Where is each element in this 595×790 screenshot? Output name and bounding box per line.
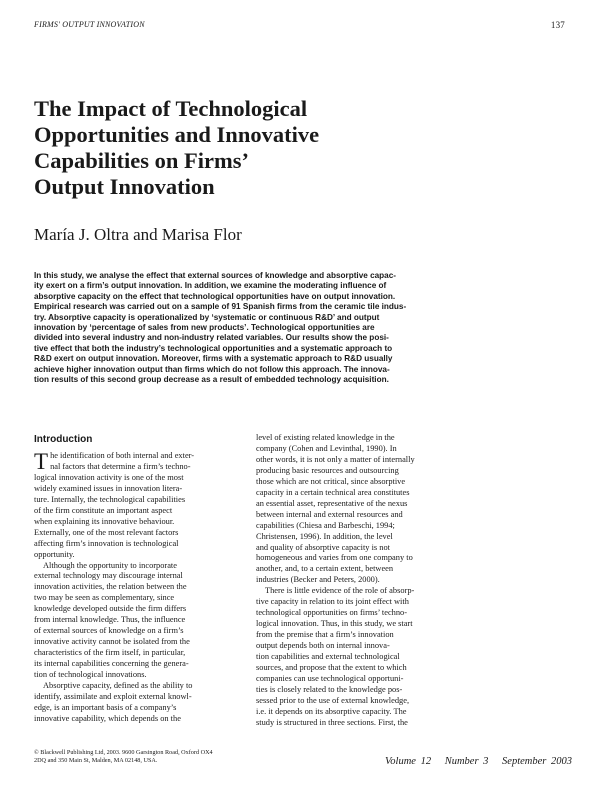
body-line: Christensen, 1996). In addition, the level <box>256 531 393 541</box>
body-line: tion capabilities and external technological <box>256 652 400 662</box>
body-line: companies can use technological opportuni- <box>256 673 404 683</box>
body-line: an essential asset, representative of the nexus <box>256 498 408 508</box>
page-number: 137 <box>550 20 565 30</box>
body-line: producing basic resources and outsourcing <box>256 465 399 475</box>
body-line: Absorptive capacity, defined as the ability to <box>43 681 193 691</box>
body-line: from the premise that a firm’s innovation <box>256 630 394 640</box>
body-line: external technology may discourage internal <box>34 571 183 581</box>
body-line: Externally, one of the most relevant factors <box>34 527 179 537</box>
body-line: level of existing related knowledge in the <box>256 433 395 442</box>
abstract-line: divided into several industry and non-industry related variables. Our results show the posi- <box>34 333 389 343</box>
body-line: another, and, to a certain extent, between <box>256 564 394 574</box>
abstract-line: Empirical research was carried out on a sample of 91 Spanish firms from the ceramic tile indus- <box>34 302 407 312</box>
abstract-line: innovation by ‘percentage of sales from new products’. Technological opportunities are <box>34 323 375 333</box>
copyright-notice <box>34 749 213 765</box>
running-head-title: FIRMS' OUTPUT INNOVATION <box>34 20 145 29</box>
body-line: tive capacity in relation to its joint effect with <box>256 597 409 607</box>
body-line: capabilities (Chiesa and Barbeschi, 1994; <box>256 520 395 530</box>
body-line: when explaining its innovative behaviour. <box>34 516 175 526</box>
body-line: of the firm constitute an important aspect <box>34 505 173 515</box>
body-line: nal factors that determine a firm’s techno- <box>50 461 191 471</box>
body-line: from internal knowledge. Thus, the influence <box>34 615 186 625</box>
body-line: identify, assimilate and exploit external knowl- <box>34 691 192 701</box>
body-line: and quality of absorptive capacity is not <box>256 542 390 552</box>
authors: María J. Oltra and Marisa Flor <box>34 225 242 244</box>
body-line: logical innovation. Thus, in this study, we start <box>256 619 413 629</box>
body-line: of external sources of knowledge on a firm’s <box>34 626 184 636</box>
body-line: ture. Internally, the technological capabilities <box>34 494 186 504</box>
body-line: Although the opportunity to incorporate <box>43 560 177 570</box>
abstract-line: try. Absorptive capacity is operationalized by ‘systematic or continuous R&D’ and output <box>34 312 380 322</box>
body-line: characteristics of the firm itself, in particular, <box>34 648 186 658</box>
issue-info <box>376 756 572 767</box>
body-line: affecting firm’s innovation is technological <box>34 538 179 548</box>
body-line: There is little evidence of the role of absorp- <box>265 586 415 596</box>
right-column <box>256 433 490 729</box>
body-line: sources, and propose that the extent to which <box>256 663 407 673</box>
abstract-line: achieve higher innovation output than firms which do not follow this approach. The innova- <box>34 364 390 374</box>
body-line: innovative capability, which depends on the <box>34 713 181 723</box>
title-line: Opportunities and Innovative <box>34 122 320 147</box>
body-line: tion of technological innovations. <box>34 670 147 680</box>
body-line: other words, it is not only a matter of internally <box>256 454 415 464</box>
abstract-line: ity exert on a firm’s output innovation. In addition, we examine the moderating influence of <box>34 281 387 291</box>
body-line: study is structured in three sections. First, the <box>256 717 408 727</box>
body-line: capacity in a certain technical area constitutes <box>256 487 410 497</box>
title-line: Output Innovation <box>34 174 215 199</box>
body-line: knowledge developed outside the firm differs <box>34 604 187 614</box>
abstract <box>34 271 558 385</box>
body-line: i.e. it depends on its absorptive capacity. The <box>256 706 407 716</box>
intro-opening <box>34 451 266 473</box>
body-line: those which are not critical, since absorptive <box>256 476 406 486</box>
drop-cap: T <box>34 449 49 474</box>
abstract-line: R&D exert on output innovation. Moreover, firms with a systematic approach to R&D usually <box>34 354 393 364</box>
running-head <box>34 20 565 30</box>
abstract-line: tive effect that both the industry’s technological opportunities and a systematic approach to <box>34 343 393 353</box>
body-line: industries (Becker and Peters, 2000). <box>256 575 380 585</box>
abstract-line: In this study, we analyse the effect that external sources of knowledge and absorptive capac- <box>34 271 397 280</box>
body-line: sessed prior to the use of external knowledge, <box>256 695 410 705</box>
body-line: output depends both on internal innova- <box>256 641 390 651</box>
body-line: edge, is an important basis of a company’s <box>34 702 177 712</box>
body-line: innovative activity cannot be isolated from the <box>34 637 190 647</box>
body-line: he identification of both internal and exter- <box>50 451 195 460</box>
body-line: opportunity. <box>34 549 75 559</box>
body-line: homogeneous and varies from one company to <box>256 553 413 563</box>
body-line: innovation activities, the relation between the <box>34 582 187 592</box>
left-column <box>34 433 266 725</box>
body-line: between internal and external resources and <box>256 509 403 519</box>
abstract-line: tion results of this second group decrease as a result of embedded technology acquisition. <box>34 375 389 385</box>
copyright-line: © Blackwell Publishing Ltd, 2003. 9600 Garsington Road, Oxford OX4 <box>34 749 213 756</box>
body-line: company (Cohen and Levinthal, 1990). In <box>256 443 397 453</box>
volume: Volume 12 <box>385 756 432 767</box>
issue-date: September 2003 <box>502 756 572 767</box>
body-line: its internal capabilities concerning the genera- <box>34 659 189 669</box>
article-title <box>34 96 454 200</box>
copyright-line: 2DQ and 350 Main St, Malden, MA 02148, USA. <box>34 757 158 765</box>
body-line: technological opportunities on firms’ techno- <box>256 608 408 618</box>
abstract-line: absorptive capacity on the effect that technological opportunities have on output innovation. <box>34 291 396 301</box>
title-line: The Impact of Technological <box>34 96 308 121</box>
title-line: Capabilities on Firms’ <box>34 148 250 173</box>
body-line: two may be seen as complementary, since <box>34 593 175 603</box>
issue-number: Number 3 <box>444 756 489 767</box>
body-line: ties is closely related to the knowledge pos- <box>256 684 403 694</box>
section-heading-introduction: Introduction <box>34 434 93 445</box>
body-line: logical innovation activity is one of the most <box>34 472 184 482</box>
body-line: widely examined issues in innovation litera- <box>34 483 183 493</box>
